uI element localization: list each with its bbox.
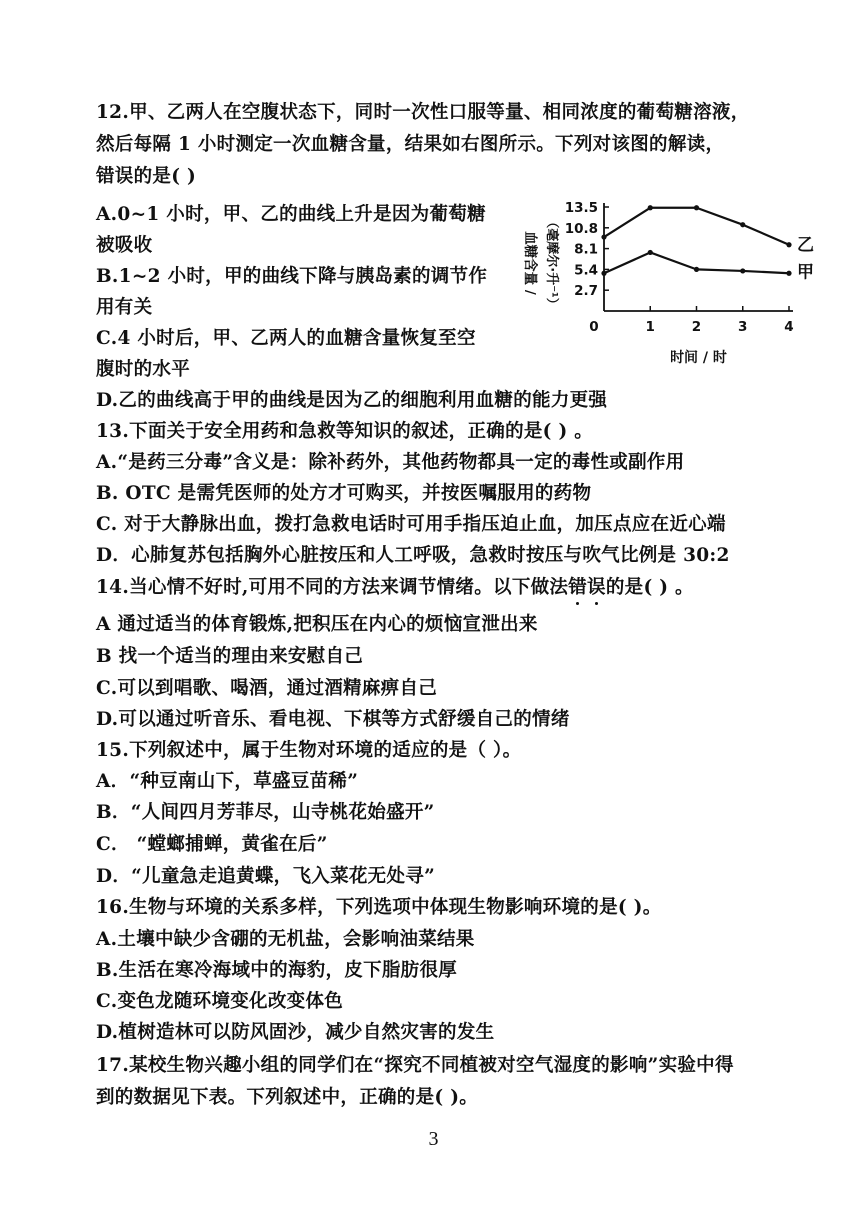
q15-stem: 15.下列叙述中，属于生物对环境的适应的是（ ）。 bbox=[96, 740, 522, 761]
q13-option-d: D．心肺复苏包括胸外心脏按压和人工呼吸，急救时按压与吹气比例是 30:2 bbox=[96, 545, 730, 566]
y-axis-unit-label: （毫摩尔·升⁻¹） bbox=[544, 215, 559, 311]
q12-option-a-line-1: A.0~1 小时，甲、乙的曲线上升是因为葡萄糖 bbox=[96, 204, 486, 225]
blood-glucose-chart bbox=[508, 196, 826, 372]
q16-option-c: C.变色龙随环境变化改变体色 bbox=[96, 991, 344, 1012]
data-point bbox=[648, 205, 653, 210]
q16-option-b: B.生活在寒冷海域中的海豹，皮下脂肪很厚 bbox=[96, 960, 458, 981]
series-label: 乙 bbox=[797, 235, 814, 256]
q17-stem-line-2: 到的数据见下表。下列叙述中，正确的是( )。 bbox=[96, 1087, 479, 1108]
emphasis-char-1: 错 bbox=[568, 577, 588, 598]
data-point bbox=[740, 268, 745, 273]
q12-stem-line-1: 12.甲、乙两人在空腹状态下，同时一次性口服等量、相同浓度的葡萄糖溶液， bbox=[96, 102, 750, 123]
x-tick-label: 0 bbox=[589, 319, 599, 335]
data-point bbox=[601, 271, 606, 276]
q12-option-c-line-1: C.4 小时后，甲、乙两人的血糖含量恢复至空 bbox=[96, 328, 476, 349]
y-tick-label: 2.7 bbox=[574, 283, 598, 300]
q16-option-a: A.土壤中缺少含硼的无机盐，会影响油菜结果 bbox=[96, 929, 475, 950]
q12-option-b-line-2: 用有关 bbox=[96, 297, 153, 318]
q16-stem: 16.生物与环境的关系多样，下列选项中体现生物影响环境的是( )。 bbox=[96, 897, 662, 918]
q13-option-b: B. OTC 是需凭医师的处方才可购买，并按医嘱服用的药物 bbox=[96, 483, 592, 504]
chart-labels bbox=[522, 215, 814, 366]
data-point bbox=[740, 222, 745, 227]
data-point bbox=[786, 271, 791, 276]
series-line bbox=[604, 208, 789, 245]
q14-option-a: A 通过适当的体育锻炼,把积压在内心的烦恼宣泄出来 bbox=[96, 614, 538, 635]
data-point bbox=[786, 242, 791, 247]
data-point bbox=[694, 267, 699, 272]
q13-stem: 13.下面关于安全用药和急救等知识的叙述，正确的是( ) 。 bbox=[96, 421, 594, 442]
emphasis-char-2: 误 bbox=[587, 577, 606, 598]
chart-ticks bbox=[565, 200, 794, 335]
y-axis-label: 血糖含量 / bbox=[522, 231, 538, 295]
q12-option-c-line-2: 腹时的水平 bbox=[96, 359, 191, 380]
q12-stem-line-2: 然后每隔 1 小时测定一次血糖含量，结果如右图所示。下列对该图的解读， bbox=[96, 134, 725, 155]
q14-option-c: C.可以到唱歌、喝酒，通过酒精麻痹自己 bbox=[96, 678, 438, 699]
q14-option-b: B 找一个适当的理由来安慰自己 bbox=[96, 646, 364, 667]
q15-option-d: D．“儿童急走追黄蝶，飞入菜花无处寻” bbox=[96, 866, 436, 887]
x-tick-label: 4 bbox=[784, 319, 794, 335]
data-point bbox=[694, 205, 699, 210]
data-point bbox=[601, 234, 606, 239]
q12-option-b-line-1: B.1~2 小时，甲的曲线下降与胰岛素的调节作 bbox=[96, 266, 488, 287]
q12-option-d: D.乙的曲线高于甲的曲线是因为乙的细胞利用血糖的能力更强 bbox=[96, 390, 608, 411]
q15-option-b: B．“人间四月芳菲尽，山寺桃花始盛开” bbox=[96, 802, 435, 823]
y-tick-label: 8.1 bbox=[574, 241, 598, 258]
q15-option-a: A．“种豆南山下，草盛豆苗稀” bbox=[96, 771, 359, 792]
q14-option-d: D.可以通过听音乐、看电视、下棋等方式舒缓自己的情绪 bbox=[96, 709, 570, 730]
q14-stem bbox=[96, 576, 694, 600]
page-number: 3 bbox=[428, 1128, 439, 1150]
q13-option-a: A.“是药三分毒”含义是：除补药外，其他药物都具一定的毒性或副作用 bbox=[96, 452, 685, 473]
q16-option-d: D.植树造林可以防风固沙，减少自然灾害的发生 bbox=[96, 1022, 495, 1043]
q14-stem-after: 的是( ) 。 bbox=[605, 577, 694, 598]
x-tick-label: 3 bbox=[738, 319, 748, 335]
series-label: 甲 bbox=[797, 262, 814, 283]
y-tick-label: 13.5 bbox=[564, 200, 598, 216]
x-tick-label: 1 bbox=[645, 319, 655, 335]
q12-stem-line-3: 错误的是( ) bbox=[96, 166, 197, 187]
chart-series bbox=[601, 205, 791, 276]
q13-option-c: C. 对于大静脉出血，拨打急救电话时可用手指压迫止血，加压点应在近心端 bbox=[96, 514, 726, 535]
x-axis-label: 时间 / 时 bbox=[670, 350, 727, 366]
x-tick-label: 2 bbox=[691, 319, 702, 335]
q14-stem-before: 14.当心情不好时,可用不同的方法来调节情绪。以下做法 bbox=[96, 577, 569, 598]
q17-stem-line-1: 17.某校生物兴趣小组的同学们在“探究不同植被对空气湿度的影响”实验中得 bbox=[96, 1055, 734, 1076]
q12-option-a-line-2: 被吸收 bbox=[96, 235, 153, 256]
y-tick-label: 10.8 bbox=[564, 220, 598, 237]
data-point bbox=[648, 250, 653, 255]
y-tick-label: 5.4 bbox=[574, 262, 598, 279]
q15-option-c: C． “螳螂捕蝉，黄雀在后” bbox=[96, 834, 328, 855]
